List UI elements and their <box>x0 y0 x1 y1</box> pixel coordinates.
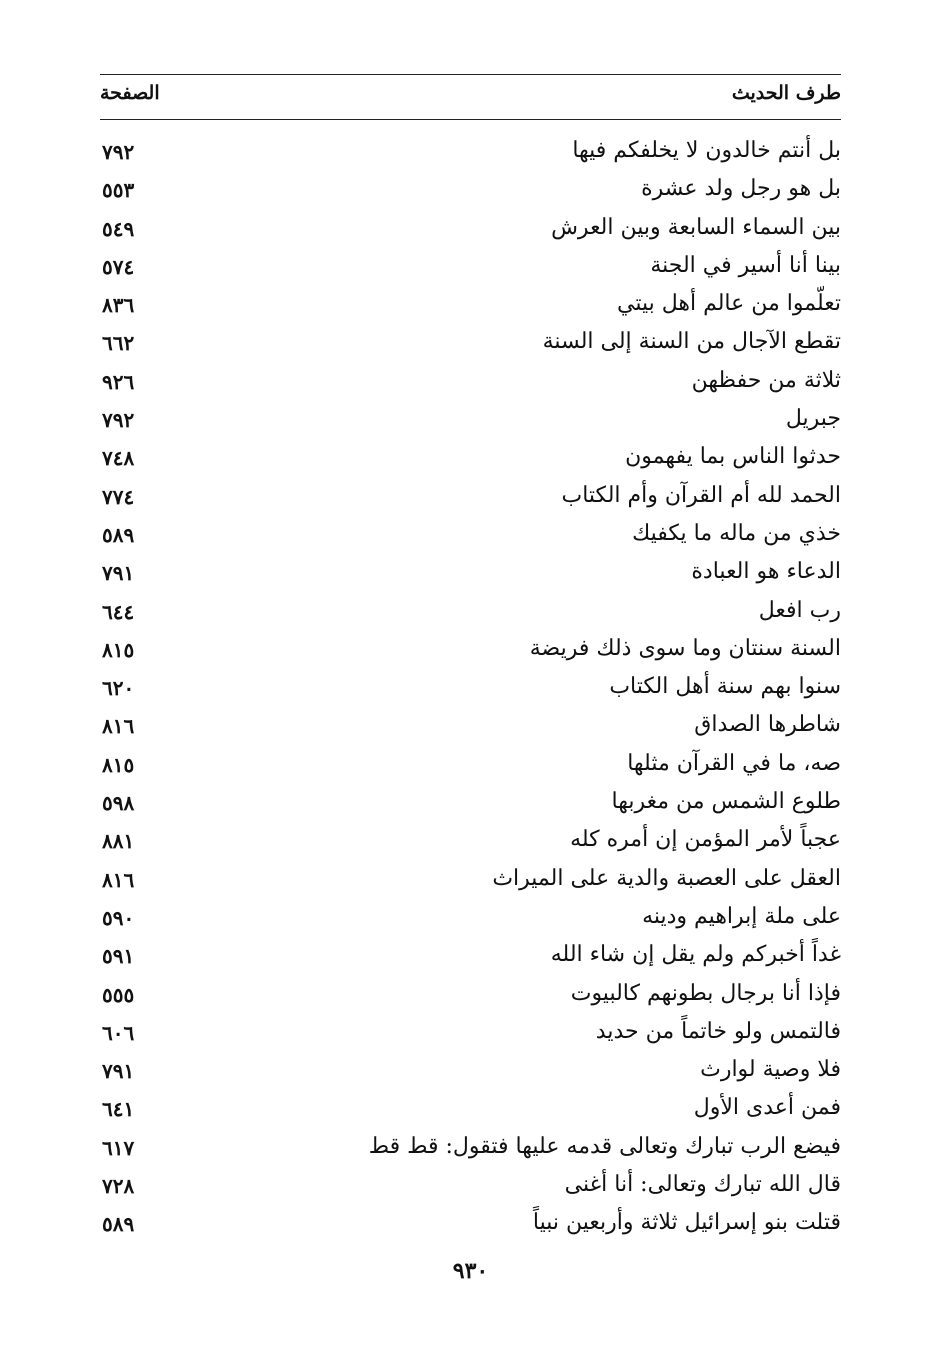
page-reference: ٦٦٢ <box>102 331 135 356</box>
hadith-text: تعلّموا من عالم أهل بيتي <box>616 291 841 317</box>
page-reference: ٥٩٠ <box>102 905 135 930</box>
list-item <box>100 134 841 172</box>
page-reference: ٦٤٤ <box>102 599 135 624</box>
list-item <box>100 287 841 325</box>
hadith-column-header: طرف الحديث <box>731 82 841 104</box>
page-reference: ٧٩١ <box>102 561 135 586</box>
hadith-text: شاطرها الصداق <box>694 712 841 738</box>
list-item <box>100 517 841 555</box>
list-item <box>100 1053 841 1091</box>
hadith-text: السنة سنتان وما سوى ذلك فريضة <box>529 635 841 661</box>
list-item <box>100 402 841 440</box>
page-reference: ٥٧٤ <box>102 254 135 279</box>
page-reference: ٥٨٩ <box>102 522 135 547</box>
hadith-text: فيضع الرب تبارك وتعالى قدمه عليها فتقول: قط قط <box>368 1133 841 1159</box>
hadith-text: بل هو رجل ولد عشرة <box>641 176 841 202</box>
list-item <box>100 364 841 402</box>
hadith-text: العقل على العصبة والدية على الميراث <box>492 865 841 891</box>
list-item <box>100 1015 841 1053</box>
list-item <box>100 479 841 517</box>
list-item <box>100 440 841 478</box>
hadith-text: عجباً لأمر المؤمن إن أمره كله <box>570 827 841 853</box>
page-reference: ٧٩١ <box>102 1059 135 1084</box>
list-item <box>100 632 841 670</box>
hadith-text: قتلت بنو إسرائيل ثلاثة وأربعين نبياً <box>532 1210 841 1236</box>
hadith-text: بينا أنا أسير في الجنة <box>650 252 841 278</box>
list-item <box>100 708 841 746</box>
hadith-text: بين السماء السابعة وبين العرش <box>551 214 841 240</box>
page-reference: ٦٤١ <box>102 1097 135 1122</box>
list-item <box>100 249 841 287</box>
hadith-text: الحمد لله أم القرآن وأم الكتاب <box>561 482 841 508</box>
page-reference: ٧٩٢ <box>102 408 135 433</box>
page-reference: ٥٩١ <box>102 944 135 969</box>
hadith-text: على ملة إبراهيم ودينه <box>642 903 841 929</box>
page-reference: ٥٤٩ <box>102 216 135 241</box>
list-item <box>100 977 841 1015</box>
page-reference: ٨٣٦ <box>102 293 135 318</box>
hadith-text: سنوا بهم سنة أهل الكتاب <box>609 674 841 700</box>
list-item <box>100 172 841 210</box>
hadith-text: فالتمس ولو خاتماً من حديد <box>595 1018 841 1044</box>
page-reference: ٧٧٤ <box>102 484 135 509</box>
hadith-text: فإذا أنا برجال بطونهم كالبيوت <box>570 980 841 1006</box>
hadith-text: فمن أعدى الأول <box>693 1095 841 1121</box>
list-item <box>100 1091 841 1129</box>
list-item <box>100 594 841 632</box>
hadith-text: فلا وصية لوارث <box>700 1057 841 1083</box>
list-item <box>100 823 841 861</box>
page-reference: ٦٠٦ <box>102 1020 135 1045</box>
page-reference: ٧٤٨ <box>102 446 135 471</box>
page-number: ٩٣٠ <box>452 1258 489 1284</box>
header-rule <box>100 119 841 120</box>
page-reference: ٧٩٢ <box>102 140 135 164</box>
page-reference: ٦٢٠ <box>102 676 135 701</box>
list-item <box>100 900 841 938</box>
hadith-text: حدثوا الناس بما يفهمون <box>625 444 841 470</box>
page-reference: ٥٥٥ <box>102 982 135 1007</box>
page-reference: ٨١٥ <box>102 752 135 777</box>
page-reference: ٨٨١ <box>102 829 135 854</box>
list-item <box>100 211 841 249</box>
hadith-text: بل أنتم خالدون لا يخلفكم فيها <box>572 138 841 163</box>
list-item <box>100 1206 841 1244</box>
hadith-text: طلوع الشمس من مغربها <box>611 789 841 815</box>
list-item <box>100 938 841 976</box>
page-reference: ٥٥٣ <box>102 178 135 203</box>
page-reference: ٦١٧ <box>102 1135 135 1160</box>
hadith-text: غداً أخبركم ولم يقل إن شاء الله <box>550 942 841 968</box>
hadith-index-list <box>100 134 841 1245</box>
list-item <box>100 670 841 708</box>
page-reference: ٨١٦ <box>102 714 135 739</box>
page-reference: ٥٨٩ <box>102 1212 135 1237</box>
top-rule <box>100 74 841 75</box>
hadith-text: الدعاء هو العبادة <box>691 559 841 585</box>
list-item <box>100 1130 841 1168</box>
hadith-text: جبريل <box>785 406 841 432</box>
page-reference: ٥٩٨ <box>102 791 135 816</box>
list-item <box>100 785 841 823</box>
list-item <box>100 862 841 900</box>
table-header <box>100 80 841 110</box>
page-reference: ٨١٦ <box>102 867 135 892</box>
page-column-header: الصفحة <box>100 82 160 104</box>
list-item <box>100 325 841 363</box>
page-reference: ٩٢٦ <box>102 369 135 394</box>
page-reference: ٧٢٨ <box>102 1174 135 1199</box>
hadith-text: تقطع الآجال من السنة إلى السنة <box>542 329 841 355</box>
hadith-text: ثلاثة من حفظهن <box>691 367 841 393</box>
list-item <box>100 747 841 785</box>
list-item <box>100 555 841 593</box>
hadith-text: خذي من ماله ما يكفيك <box>632 520 841 546</box>
hadith-text: صه، ما في القرآن مثلها <box>627 750 841 776</box>
page-reference: ٨١٥ <box>102 637 135 662</box>
hadith-text: قال الله تبارك وتعالى: أنا أغنى <box>564 1172 841 1198</box>
hadith-text: رب افعل <box>758 597 841 623</box>
list-item <box>100 1168 841 1206</box>
